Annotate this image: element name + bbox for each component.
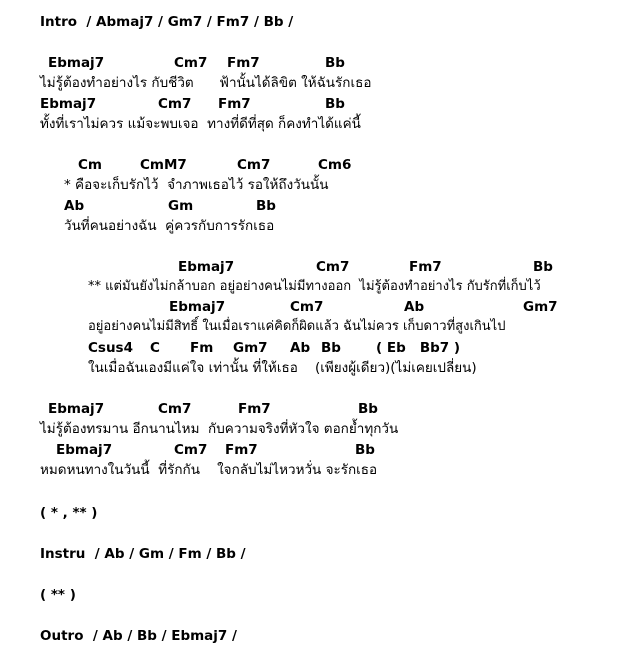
lyric-line: หมดหนทางในวันนี้ ที่รักกัน ใจกลับไม่ไหวหวั่น จะรักเธอ [40, 462, 378, 478]
chord: Ebmaj7 [169, 299, 226, 315]
chord: Csus4 [88, 340, 133, 356]
chord: Fm7 [225, 442, 258, 458]
chord: Ebmaj7 [40, 96, 97, 112]
chord: Fm [190, 340, 214, 356]
repeat-marker: ( * , ** ) [40, 505, 98, 521]
chord: CmM7 [140, 157, 187, 173]
chord: Ab [64, 198, 85, 214]
outro-line: Outro / Ab / Bb / Ebmaj7 / [40, 628, 237, 644]
lyric-line: * คือจะเก็บรักไว้ จำภาพเธอไว้ รอให้ถึงวันนั้น [64, 177, 329, 193]
instrumental-line: Instru / Ab / Gm / Fm / Bb / [40, 546, 246, 562]
chord: Cm7 [316, 259, 350, 275]
chord: Ab [404, 299, 425, 315]
lyric-line: ทั้งที่เราไม่ควร แม้จะพบเจอ ทางที่ดีที่สุด ก็คงทำได้แค่นี้ [40, 116, 361, 132]
chord: Fm7 [238, 401, 271, 417]
chord: Bb [533, 259, 553, 275]
chord: Gm7 [233, 340, 268, 356]
chord: Ebmaj7 [56, 442, 113, 458]
chord: Bb [325, 96, 345, 112]
lyric-line: วันที่คนอย่างฉัน คู่ควรกับการรักเธอ [64, 218, 275, 234]
chord: Cm7 [158, 96, 192, 112]
chord: Bb [256, 198, 276, 214]
chord: Cm6 [318, 157, 352, 173]
chord: Fm7 [218, 96, 251, 112]
chord: C [150, 340, 160, 356]
lyric-line: ** แต่มันยังไม่กล้าบอก อยู่อย่างคนไม่มีทางออก ไม่รู้ต้องทำอย่างไร กับรักที่เก็บไว้ [88, 279, 541, 294]
intro-line: Intro / Abmaj7 / Gm7 / Fm7 / Bb / [40, 14, 294, 30]
lyric-line: ในเมื่อฉันเองมีแค่ใจ เท่านั้น ที่ให้เธอ (เพียงผู้เดียว)(ไม่เคยเปลี่ยน) [88, 360, 477, 376]
chord: Gm7 [523, 299, 558, 315]
chord: Bb [321, 340, 341, 356]
chord: Bb [325, 55, 345, 71]
repeat-marker: ( ** ) [40, 587, 76, 603]
chord: Cm [78, 157, 102, 173]
lyric-line: อยู่อย่างคนไม่มีสิทธิ์ ในเมื่อเราแค่คิดก็ผิดแล้ว ฉันไม่ควร เก็บดาวที่สูงเกินไป [88, 319, 506, 334]
chord: Ebmaj7 [48, 401, 105, 417]
chord: Ebmaj7 [48, 55, 105, 71]
chord-group: ( Eb Bb7 ) [376, 340, 461, 356]
chord: Cm7 [290, 299, 324, 315]
chord: Bb [358, 401, 378, 417]
chord: Cm7 [174, 55, 208, 71]
lyric-line: ไม่รู้ต้องทรมาน อีกนานไหม กับความจริงที่หัวใจ ตอกย้ำทุกวัน [40, 421, 399, 437]
chord: Cm7 [158, 401, 192, 417]
chord: Ab [290, 340, 311, 356]
chord: Fm7 [409, 259, 442, 275]
chord: Cm7 [237, 157, 271, 173]
chord: Cm7 [174, 442, 208, 458]
chord: Fm7 [227, 55, 260, 71]
chord: Bb [355, 442, 375, 458]
lyric-line: ไม่รู้ต้องทำอย่างไร กับชีวิต ฟ้านั้นได้ลิขิต ให้ฉันรักเธอ [40, 75, 372, 91]
chord: Gm [168, 198, 194, 214]
chord: Ebmaj7 [178, 259, 235, 275]
